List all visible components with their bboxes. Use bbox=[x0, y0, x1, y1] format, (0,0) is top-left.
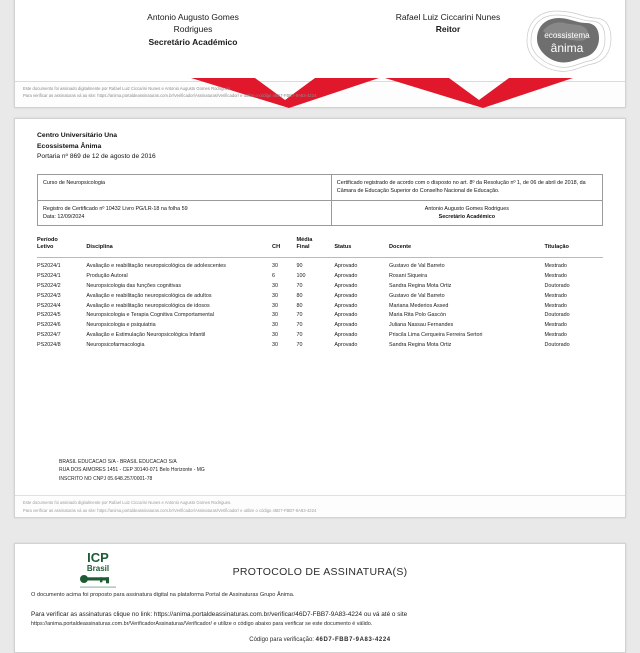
logo-top-word: ecossistema bbox=[544, 31, 590, 40]
cell-degree: Mestrado bbox=[544, 332, 567, 339]
header-teacher: Docente bbox=[389, 244, 412, 251]
address-line3: INSCRITO NO CNPJ 05.648.257/0001-78 bbox=[59, 475, 153, 482]
document-page-1 bbox=[14, 0, 626, 108]
page-1-footer bbox=[15, 81, 625, 107]
cell-ch: 30 bbox=[272, 292, 279, 299]
table-row bbox=[37, 292, 603, 302]
document-page-3 bbox=[14, 543, 626, 653]
company-address bbox=[59, 458, 205, 484]
header-media-line2: Final bbox=[296, 244, 310, 251]
cell-period: PS2024/1 bbox=[37, 263, 61, 270]
cell-teacher: Sandra Regina Mota Ortiz bbox=[389, 341, 452, 348]
cell-discipline: Avaliação e Estimulação Neuropsicológica Infantil bbox=[86, 332, 206, 339]
cell-media: 90 bbox=[296, 263, 303, 270]
brasil-text: Brasil bbox=[86, 564, 110, 573]
header-status: Status bbox=[334, 244, 352, 251]
document-page-2 bbox=[14, 118, 626, 518]
cell-media: 70 bbox=[296, 322, 303, 329]
cell-degree: Doutorado bbox=[544, 312, 570, 319]
secretary-name-line1: Antonio Augusto Gomes bbox=[147, 12, 239, 22]
cell-discipline: Neuropsicofarmacologia bbox=[86, 341, 145, 348]
table-row bbox=[37, 258, 603, 272]
cell-teacher: Gustavo de Val Barreto bbox=[389, 263, 445, 270]
icp-text: ICP bbox=[87, 550, 109, 565]
header-period bbox=[37, 237, 86, 255]
cell-discipline: Produção Autoral bbox=[86, 273, 128, 280]
cell-media: 80 bbox=[296, 292, 303, 299]
cell-teacher: Mariana Mederios Assed bbox=[389, 302, 449, 309]
verification-code-line bbox=[31, 637, 609, 643]
table-row bbox=[37, 282, 603, 292]
registry-cell bbox=[38, 200, 332, 225]
cell-status: Aprovado bbox=[334, 312, 358, 319]
cell-period: PS2024/7 bbox=[37, 332, 61, 339]
cell-degree: Mestrado bbox=[544, 322, 567, 329]
header-degree: Titulação bbox=[544, 244, 569, 251]
grades-table-body bbox=[37, 258, 603, 351]
table-row bbox=[37, 272, 603, 282]
cell-period: PS2024/1 bbox=[37, 273, 61, 280]
cell-media: 100 bbox=[296, 273, 306, 280]
page-2-footer-line1: Este documento foi assinado digitalmente por Rafael Luiz Ciccarini Nunes e Antonio Augusto Gomes Rodrigues. bbox=[23, 500, 232, 505]
rector-role: Reitor bbox=[435, 24, 461, 35]
verification-code-value: 46D7-FBB7-9A83-4224 bbox=[315, 637, 391, 644]
page-2-footer-text bbox=[23, 499, 316, 514]
signer-role: Secretário Académico bbox=[438, 213, 496, 220]
cell-discipline: Neuropsicologia e Terapia Cognitiva Comportamental bbox=[86, 312, 214, 319]
header-period-line2: Letivo bbox=[37, 244, 54, 251]
institution-header bbox=[37, 131, 603, 162]
cell-degree: Doutorado bbox=[544, 282, 570, 289]
institution-decree: Portaria nº 869 de 12 de agosto de 2016 bbox=[37, 153, 156, 161]
protocol-title: PROTOCOLO DE ASSINATURA(S) bbox=[232, 566, 408, 578]
protocol-instruction-2: https://anima.portaldeassinaturas.com.br/VerificadorAssinaturas/Verificador/ e utilize o código abaixo para verificar se este documento é válido. bbox=[31, 621, 373, 628]
cell-discipline: Neuropsicologia e psiquiatria bbox=[86, 322, 156, 329]
cell-period: PS2024/5 bbox=[37, 312, 61, 319]
cell-media: 70 bbox=[296, 282, 303, 289]
icp-brasil-icon bbox=[75, 548, 121, 590]
cell-discipline: Avaliação e reabilitação neuropsicológica de idosos bbox=[86, 302, 210, 309]
cell-degree: Doutorado bbox=[544, 341, 570, 348]
signature-block-secretary bbox=[43, 11, 343, 48]
signer-cell bbox=[331, 200, 602, 225]
verification-code-label: Código para verificação: bbox=[249, 637, 314, 644]
resolution-cell: Certificado registrado de acordo com o disposto no art. 8º da Resolução nº 1, de 06 de abril de 2018, da Câmara de Educação Superior do Conselho Nacional de Educação. bbox=[331, 175, 602, 200]
cell-discipline: Neuropsicologia das funções cognitivas bbox=[86, 282, 182, 289]
cell-teacher: Gustavo de Val Barreto bbox=[389, 292, 445, 299]
cell-status: Aprovado bbox=[334, 273, 358, 280]
cell-ch: 30 bbox=[272, 312, 279, 319]
course-cell: Curso de Neuropsicologia bbox=[38, 175, 332, 200]
table-row bbox=[37, 311, 603, 321]
page-1-footer-line1: Este documento foi assinado digitalmente por Rafael Luiz Ciccarini Nunes e Antonio Augusto Gomes Rodrigues. bbox=[23, 86, 232, 91]
page-1-footer-text bbox=[23, 85, 583, 100]
table-row bbox=[37, 341, 603, 351]
secretary-role: Secretário Académico bbox=[148, 36, 238, 47]
cell-period: PS2024/8 bbox=[37, 341, 61, 348]
cell-media: 80 bbox=[296, 302, 303, 309]
cell-teacher: Rosani Siqueira bbox=[389, 273, 428, 280]
certificate-info-table bbox=[37, 174, 603, 225]
protocol-intro: O documento acima foi proposto para assinatura digital na plataforma Portal de Assinaturas Grupo Ânima. bbox=[31, 592, 295, 598]
cell-teacher: Priscila Lima Cerqueira Ferreira Sertori bbox=[389, 332, 483, 339]
cell-discipline: Avaliação e reabilitação neuropsicológica de adultos bbox=[86, 292, 212, 299]
table-row bbox=[38, 200, 603, 225]
cell-degree: Mestrado bbox=[544, 273, 567, 280]
cell-period: PS2024/4 bbox=[37, 302, 61, 309]
institution-name: Centro Universitário Una bbox=[37, 132, 118, 139]
page-2-footer-line2: Para verificar as assinaturas vá ao site: https://anima.portaldeassinaturas.com.br/Verificador/Assinaturas/Verificador/ e utilize o código 46D7-FBB7-9A83-4224 bbox=[23, 507, 317, 513]
cell-status: Aprovado bbox=[334, 292, 358, 299]
header-discipline: Disciplina bbox=[86, 244, 113, 251]
rector-name-line1: Rafael Luiz Ciccarini Nunes bbox=[395, 12, 501, 22]
cell-ch: 30 bbox=[272, 302, 279, 309]
cell-degree: Mestrado bbox=[544, 302, 567, 309]
cell-status: Aprovado bbox=[334, 332, 358, 339]
anima-ecosystem-logo bbox=[521, 7, 613, 75]
page-1-footer-line2: Para verificar as assinaturas vá ao site: https://anima.portaldeassinaturas.com.br/Verificador/Assinaturas/Verificador/ e utilize o código 46D7-FBB7-9A83-4224 bbox=[23, 93, 317, 99]
cell-ch: 30 bbox=[272, 263, 279, 270]
cell-teacher: Maria Rita Polo Gascón bbox=[389, 312, 446, 319]
cell-media: 70 bbox=[296, 341, 303, 348]
header-media-line1: Média bbox=[296, 236, 313, 243]
cell-media: 70 bbox=[296, 332, 303, 339]
cell-degree: Mestrado bbox=[544, 263, 567, 270]
cell-teacher: Sandra Regina Mota Ortiz bbox=[389, 282, 452, 289]
header-ch: CH bbox=[272, 244, 281, 251]
cell-ch: 30 bbox=[272, 322, 279, 329]
grades-table-header-row bbox=[37, 237, 603, 255]
cell-status: Aprovado bbox=[334, 282, 358, 289]
secretary-name-line2: Rodrigues bbox=[173, 24, 213, 35]
table-row bbox=[38, 175, 603, 200]
header-period-line1: Período bbox=[37, 236, 58, 243]
cell-period: PS2024/6 bbox=[37, 322, 61, 329]
cell-status: Aprovado bbox=[334, 322, 358, 329]
cell-teacher: Juliana Nassau Fernandes bbox=[389, 322, 454, 329]
institution-ecosystem: Ecossistema Ânima bbox=[37, 142, 102, 150]
signer-name: Antonio Augusto Gomes Rodrigues bbox=[424, 205, 509, 212]
protocol-instruction: Para verificar as assinaturas clique no link: https://anima.portaldeassinaturas.com.br/verificar/46D7-FBB7-9A83-4224 ou vá até o site bbox=[31, 610, 408, 618]
registry-date: Data: 12/09/2024 bbox=[43, 213, 85, 220]
logo-bottom-word: ânima bbox=[550, 41, 584, 55]
address-line1: BRASIL EDUCACAO S/A - BRASIL EDUCACAO S/A bbox=[59, 458, 177, 465]
cell-ch: 30 bbox=[272, 332, 279, 339]
cell-status: Aprovado bbox=[334, 302, 358, 309]
cell-period: PS2024/2 bbox=[37, 282, 61, 289]
page-2-footer bbox=[15, 495, 625, 517]
address-line2: RUA DOS AIMORES 1451 - CEP 30140-071 Belo Horizonte - MG bbox=[59, 467, 205, 473]
cell-period: PS2024/3 bbox=[37, 292, 61, 299]
cell-degree: Mestrado bbox=[544, 292, 567, 299]
cell-ch: 30 bbox=[272, 282, 279, 289]
registry-number: Registro de Certificado nº 10432 Livro PG/LR-18 na folha 59 bbox=[43, 205, 188, 212]
cell-ch: 30 bbox=[272, 341, 279, 348]
table-row bbox=[37, 302, 603, 312]
table-row bbox=[37, 331, 603, 341]
cell-status: Aprovado bbox=[334, 341, 358, 348]
cell-status: Aprovado bbox=[334, 263, 358, 270]
cell-discipline: Avaliação e reabilitação neuropsicológica de adolescentes bbox=[86, 263, 226, 270]
table-row bbox=[37, 321, 603, 331]
header-media bbox=[297, 237, 335, 255]
cell-ch: 6 bbox=[272, 273, 276, 280]
grades-table bbox=[37, 237, 603, 351]
cell-media: 70 bbox=[296, 312, 303, 319]
